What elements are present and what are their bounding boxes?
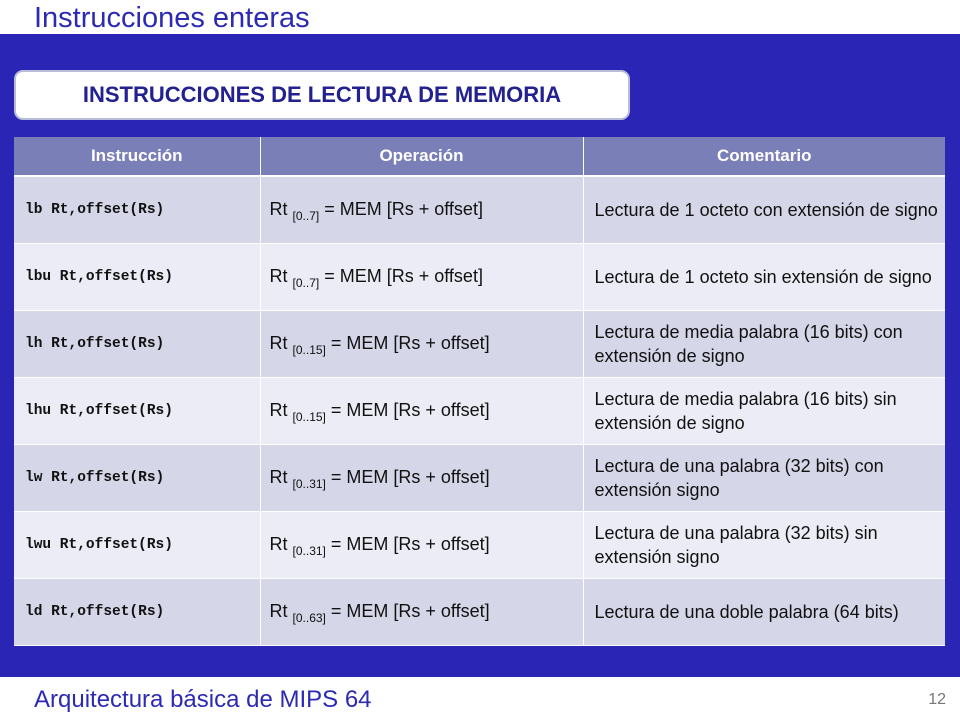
- operation-register: Rt: [269, 400, 288, 420]
- operation-expression: = MEM [Rs + offset]: [330, 400, 490, 420]
- operation-cell: [260, 444, 583, 511]
- header-comentario: Comentario: [583, 137, 945, 176]
- operation-bit-range: [0..31]: [292, 477, 326, 491]
- operation-bit-range: [0..7]: [292, 276, 320, 290]
- instruction-cell: lb Rt,offset(Rs): [14, 176, 260, 243]
- comment-cell: Lectura de 1 octeto con extensión de signo: [583, 176, 945, 243]
- operation-bit-range: [0..63]: [292, 611, 326, 625]
- table-row: [14, 511, 945, 578]
- operation-expression: = MEM [Rs + offset]: [330, 467, 490, 487]
- footer-text: Arquitectura básica de MIPS 64: [34, 686, 372, 713]
- instruction-cell: lwu Rt,offset(Rs): [14, 511, 260, 578]
- comment-cell: Lectura de una doble palabra (64 bits): [583, 578, 945, 645]
- operation-bit-range: [0..15]: [292, 410, 326, 424]
- header-operacion: Operación: [260, 137, 583, 176]
- operation-register: Rt: [269, 199, 288, 220]
- operation-register: Rt: [269, 601, 288, 621]
- header-instruccion: Instrucción: [14, 137, 260, 176]
- operation-register: Rt: [269, 266, 288, 286]
- operation-bit-range: [0..31]: [292, 544, 326, 558]
- slide-title: Instrucciones enteras: [34, 2, 310, 34]
- operation-expression: = MEM [Rs + offset]: [324, 199, 483, 220]
- table-row: [14, 444, 945, 511]
- instruction-cell: lhu Rt,offset(Rs): [14, 377, 260, 444]
- comment-cell: Lectura de una palabra (32 bits) con extensión signo: [583, 444, 945, 511]
- instruction-cell: ld Rt,offset(Rs): [14, 578, 260, 645]
- instructions-table: [14, 137, 945, 646]
- table-row: [14, 310, 945, 377]
- operation-expression: = MEM [Rs + offset]: [330, 534, 490, 554]
- table-row: [14, 176, 945, 243]
- operation-cell: [260, 243, 583, 310]
- page-number: 12: [928, 691, 946, 708]
- instruction-cell: lh Rt,offset(Rs): [14, 310, 260, 377]
- operation-register: Rt: [269, 534, 288, 554]
- table-header-row: [14, 137, 945, 176]
- instruction-cell: lw Rt,offset(Rs): [14, 444, 260, 511]
- operation-bit-range: [0..7]: [292, 209, 320, 224]
- operation-register: Rt: [269, 333, 288, 353]
- table-row: [14, 377, 945, 444]
- operation-expression: = MEM [Rs + offset]: [330, 601, 490, 621]
- operation-cell: [260, 578, 583, 645]
- operation-register: Rt: [269, 467, 288, 487]
- comment-cell: Lectura de media palabra (16 bits) con extensión de signo: [583, 310, 945, 377]
- section-title: INSTRUCCIONES DE LECTURA DE MEMORIA: [82, 82, 562, 107]
- instruction-cell: lbu Rt,offset(Rs): [14, 243, 260, 310]
- operation-cell: [260, 310, 583, 377]
- comment-cell: Lectura de una palabra (32 bits) sin extensión signo: [583, 511, 945, 578]
- comment-cell: Lectura de 1 octeto sin extensión de signo: [583, 243, 945, 310]
- operation-expression: = MEM [Rs + offset]: [330, 333, 490, 353]
- section-title-box: [14, 70, 630, 120]
- operation-cell: [260, 511, 583, 578]
- comment-cell: Lectura de media palabra (16 bits) sin extensión de signo: [583, 377, 945, 444]
- operation-cell: [260, 176, 583, 243]
- operation-expression: = MEM [Rs + offset]: [324, 266, 483, 286]
- operation-bit-range: [0..15]: [292, 343, 326, 357]
- table-row: [14, 578, 945, 645]
- table-row: [14, 243, 945, 310]
- operation-cell: [260, 377, 583, 444]
